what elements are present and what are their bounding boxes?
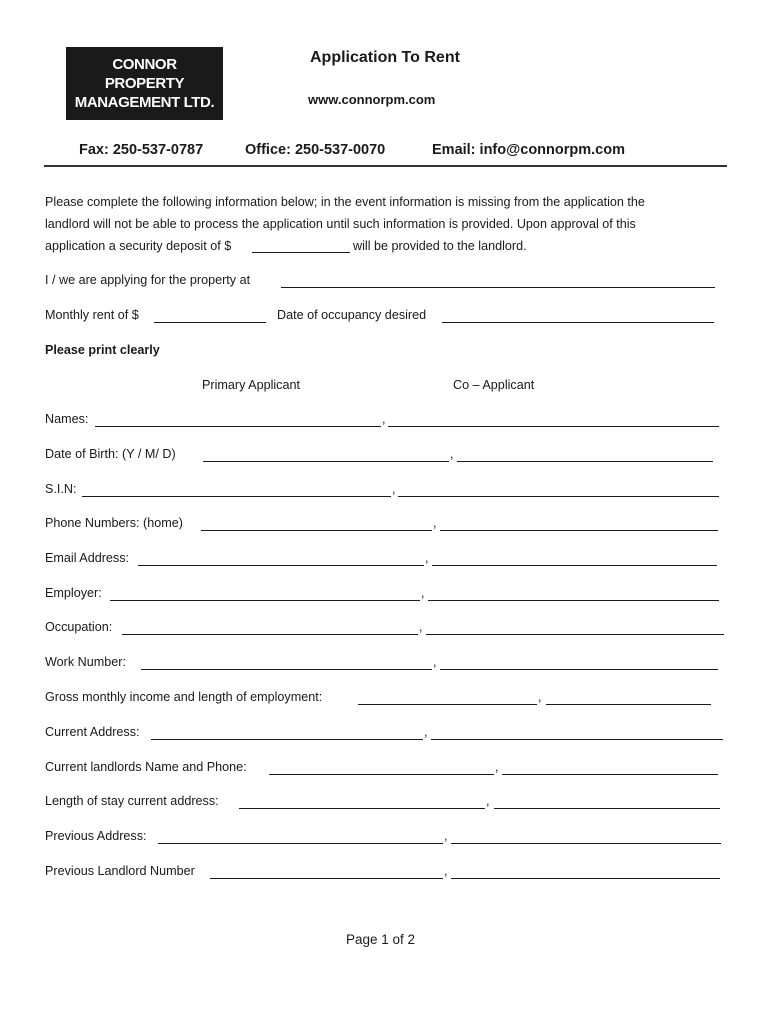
current-address-co-applicant-field[interactable] [431, 739, 723, 740]
length-of-stay-current-address-label: Length of stay current address: [45, 794, 219, 808]
employer-label: Employer: [45, 586, 102, 600]
field-separator: , [486, 794, 490, 808]
phone-numbers-home-label: Phone Numbers: (home) [45, 516, 183, 530]
work-number-co-applicant-field[interactable] [440, 669, 718, 670]
security-deposit-field[interactable] [252, 252, 350, 253]
company-logo [66, 47, 223, 120]
date-of-birth-y-m-d-co-applicant-field[interactable] [457, 461, 713, 462]
logo-line-3: MANAGEMENT LTD. [74, 94, 215, 111]
email-address: Email: info@connorpm.com [432, 142, 625, 158]
names-primary-field[interactable] [95, 426, 381, 427]
field-separator: , [392, 482, 396, 496]
phone-numbers-home-primary-field[interactable] [201, 530, 432, 531]
page-number: Page 1 of 2 [346, 932, 416, 947]
employer-primary-field[interactable] [110, 600, 420, 601]
length-of-stay-current-address-primary-field[interactable] [239, 808, 485, 809]
intro-line-2: landlord will not be able to process the application until such information is provided. Upon approval of this [45, 217, 636, 231]
previous-landlord-number-co-applicant-field[interactable] [451, 878, 720, 879]
previous-address-primary-field[interactable] [158, 843, 443, 844]
field-separator: , [538, 690, 542, 704]
current-address-label: Current Address: [45, 725, 140, 739]
gross-monthly-income-and-length-of-employment-co-applicant-field[interactable] [546, 704, 711, 705]
intro-line-1: Please complete the following information below; in the event information is missing from the application the [45, 195, 645, 209]
document-title: Application To Rent [310, 49, 460, 66]
s-i-n-co-applicant-field[interactable] [398, 496, 719, 497]
office-number: Office: 250-537-0070 [245, 142, 386, 158]
occupancy-date-field[interactable] [442, 322, 714, 323]
field-separator: , [433, 516, 437, 530]
field-separator: , [450, 447, 454, 461]
field-separator: , [433, 655, 437, 669]
field-separator: , [382, 412, 386, 426]
field-separator: , [424, 725, 428, 739]
current-landlords-name-and-phone-label: Current landlords Name and Phone: [45, 760, 247, 774]
field-separator: , [444, 829, 448, 843]
gross-monthly-income-and-length-of-employment-primary-field[interactable] [358, 704, 537, 705]
names-label: Names: [45, 412, 89, 426]
intro-line-3-end: will be provided to the landlord. [353, 239, 527, 253]
s-i-n-primary-field[interactable] [82, 496, 391, 497]
website-url: www.connorpm.com [308, 92, 436, 107]
field-separator: , [421, 586, 425, 600]
logo-line-2: PROPERTY [104, 75, 185, 92]
occupation-primary-field[interactable] [122, 634, 418, 635]
property-address-field[interactable] [281, 287, 715, 288]
field-separator: , [444, 864, 448, 878]
s-i-n-label: S.I.N: [45, 482, 77, 496]
monthly-rent-label: Monthly rent of $ [45, 308, 139, 322]
length-of-stay-current-address-co-applicant-field[interactable] [494, 808, 720, 809]
occupation-label: Occupation: [45, 620, 113, 634]
fax-number: Fax: 250-537-0787 [79, 142, 204, 158]
occupancy-date-label: Date of occupancy desired [277, 308, 427, 322]
primary-applicant-header: Primary Applicant [202, 378, 300, 392]
email-address-primary-field[interactable] [138, 565, 424, 566]
previous-landlord-number-label: Previous Landlord Number [45, 864, 195, 878]
employer-co-applicant-field[interactable] [428, 600, 719, 601]
email-address-label: Email Address: [45, 551, 129, 565]
current-landlords-name-and-phone-primary-field[interactable] [269, 774, 494, 775]
current-landlords-name-and-phone-co-applicant-field[interactable] [502, 774, 718, 775]
previous-landlord-number-primary-field[interactable] [210, 878, 443, 879]
date-of-birth-y-m-d-primary-field[interactable] [203, 461, 449, 462]
property-address-label: I / we are applying for the property at [45, 273, 251, 287]
co-applicant-header: Co – Applicant [453, 378, 535, 392]
monthly-rent-field[interactable] [154, 322, 266, 323]
logo-line-1: CONNOR [112, 56, 177, 73]
field-separator: , [419, 620, 423, 634]
field-separator: , [425, 551, 429, 565]
gross-monthly-income-and-length-of-employment-label: Gross monthly income and length of employment: [45, 690, 323, 704]
names-co-applicant-field[interactable] [388, 426, 719, 427]
date-of-birth-y-m-d-label: Date of Birth: (Y / M/ D) [45, 447, 176, 461]
intro-line-3-start: application a security deposit of $ [45, 239, 232, 253]
previous-address-co-applicant-field[interactable] [451, 843, 721, 844]
occupation-co-applicant-field[interactable] [426, 634, 724, 635]
header-divider [44, 165, 727, 167]
previous-address-label: Previous Address: [45, 829, 147, 843]
work-number-label: Work Number: [45, 655, 126, 669]
current-address-primary-field[interactable] [151, 739, 423, 740]
phone-numbers-home-co-applicant-field[interactable] [440, 530, 718, 531]
email-address-co-applicant-field[interactable] [432, 565, 717, 566]
work-number-primary-field[interactable] [141, 669, 432, 670]
print-clearly-note: Please print clearly [45, 343, 160, 357]
field-separator: , [495, 760, 499, 774]
